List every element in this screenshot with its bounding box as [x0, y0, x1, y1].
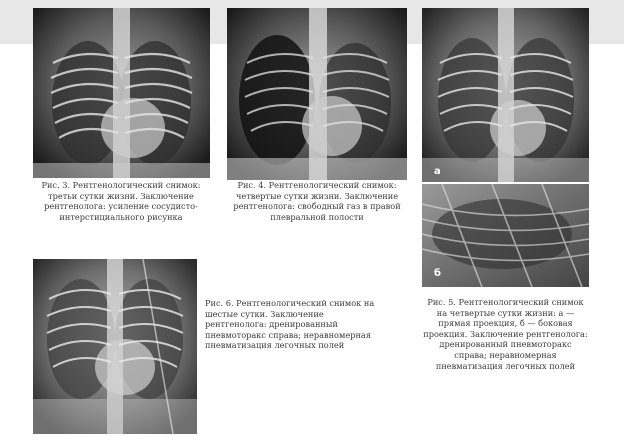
figure-4-caption: Рис. 4. Рентгенологический снимок: четвертые сутки жизни. Заключение рентгенолога: свободный газ в правой плевральной полости	[233, 180, 401, 222]
figure-5-caption: Рис. 5. Рентгенологический снимок на четвертые сутки жизни: а — прямая проекция, б — боковая проекция. Заключение рентгенолога: дренированный пневмоторакс справа; неравномерная пневматизация легочных полей	[423, 297, 588, 371]
figure-5b-image	[422, 184, 589, 287]
figure-3-caption: Рис. 3. Рентгенологический снимок: третьи сутки жизни. Заключение рентгенолога: усиление сосудисто-интерстициального рисунка	[41, 180, 201, 222]
figure-6-image	[33, 259, 197, 434]
figure-5b-label: б	[434, 268, 441, 279]
figure-6-caption: Рис. 6. Рентгенологический снимок на шестые сутки. Заключение рентгенолога: дренированный пневмоторакс справа; неравномерная пневматизация легочных полей	[205, 298, 375, 351]
figure-3-image	[33, 8, 210, 178]
figure-5a-label: а	[434, 166, 441, 177]
figure-5a-image	[422, 8, 589, 182]
figure-4-image	[227, 8, 407, 180]
